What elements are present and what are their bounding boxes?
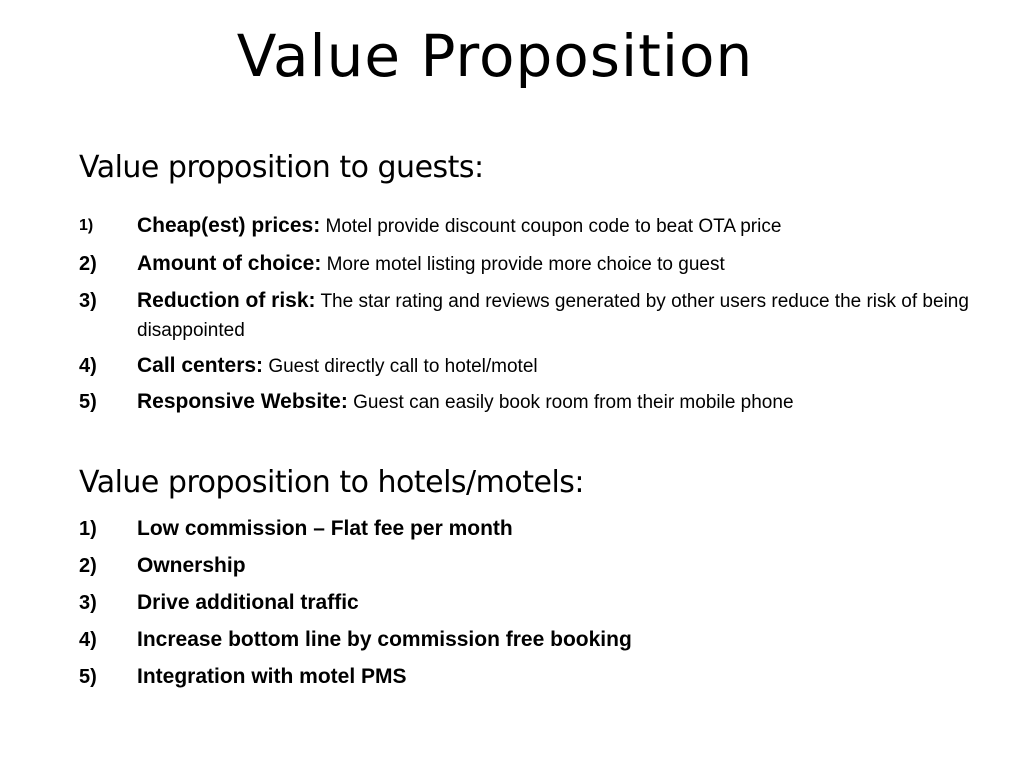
item-number: 4) [79, 629, 97, 651]
item-text: Integration with motel PMS [137, 665, 407, 688]
item-term: Responsive Website: [137, 390, 348, 413]
hotels-section-heading: Value proposition to hotels/motels: [79, 465, 585, 500]
item-term: Cheap(est) prices: [137, 214, 321, 237]
item-description: More motel listing provide more choice to guest [321, 254, 725, 275]
item-number: 4) [79, 355, 97, 377]
hotel-item-3 [79, 589, 999, 617]
item-text: Increase bottom line by commission free booking [137, 628, 632, 651]
item-term: Amount of choice: [137, 252, 322, 275]
item-description: Guest can easily book room from their mobile phone [347, 392, 794, 413]
hotel-item-5 [79, 663, 999, 691]
guest-item-5 [79, 388, 999, 417]
item-number: 1) [79, 518, 97, 540]
guest-item-4 [79, 352, 999, 381]
item-number: 5) [79, 391, 97, 413]
item-number: 2) [79, 253, 97, 275]
item-term: Call centers: [137, 354, 264, 377]
guest-item-3 [79, 287, 999, 345]
item-number: 2) [79, 555, 97, 577]
item-description: Guest directly call to hotel/motel [263, 356, 538, 377]
item-number: 3) [79, 290, 97, 312]
slide-title: Value Proposition [236, 22, 754, 90]
guest-item-2 [79, 250, 999, 279]
item-text: Low commission – Flat fee per month [137, 517, 513, 540]
hotel-item-2 [79, 552, 999, 580]
hotel-item-1 [79, 515, 999, 543]
guests-section-heading: Value proposition to guests: [79, 150, 484, 185]
item-text: Ownership [137, 554, 246, 577]
item-number: 1) [79, 217, 94, 234]
guest-item-1 [79, 212, 999, 241]
item-description: Motel provide discount coupon code to beat OTA price [320, 216, 782, 237]
hotel-item-4 [79, 626, 999, 654]
item-number: 5) [79, 666, 97, 688]
item-text: Drive additional traffic [137, 591, 359, 614]
item-number: 3) [79, 592, 97, 614]
item-term: Reduction of risk: [137, 289, 316, 312]
item-description: The star rating and reviews generated by other users reduce the risk of being disappointed [137, 291, 969, 341]
